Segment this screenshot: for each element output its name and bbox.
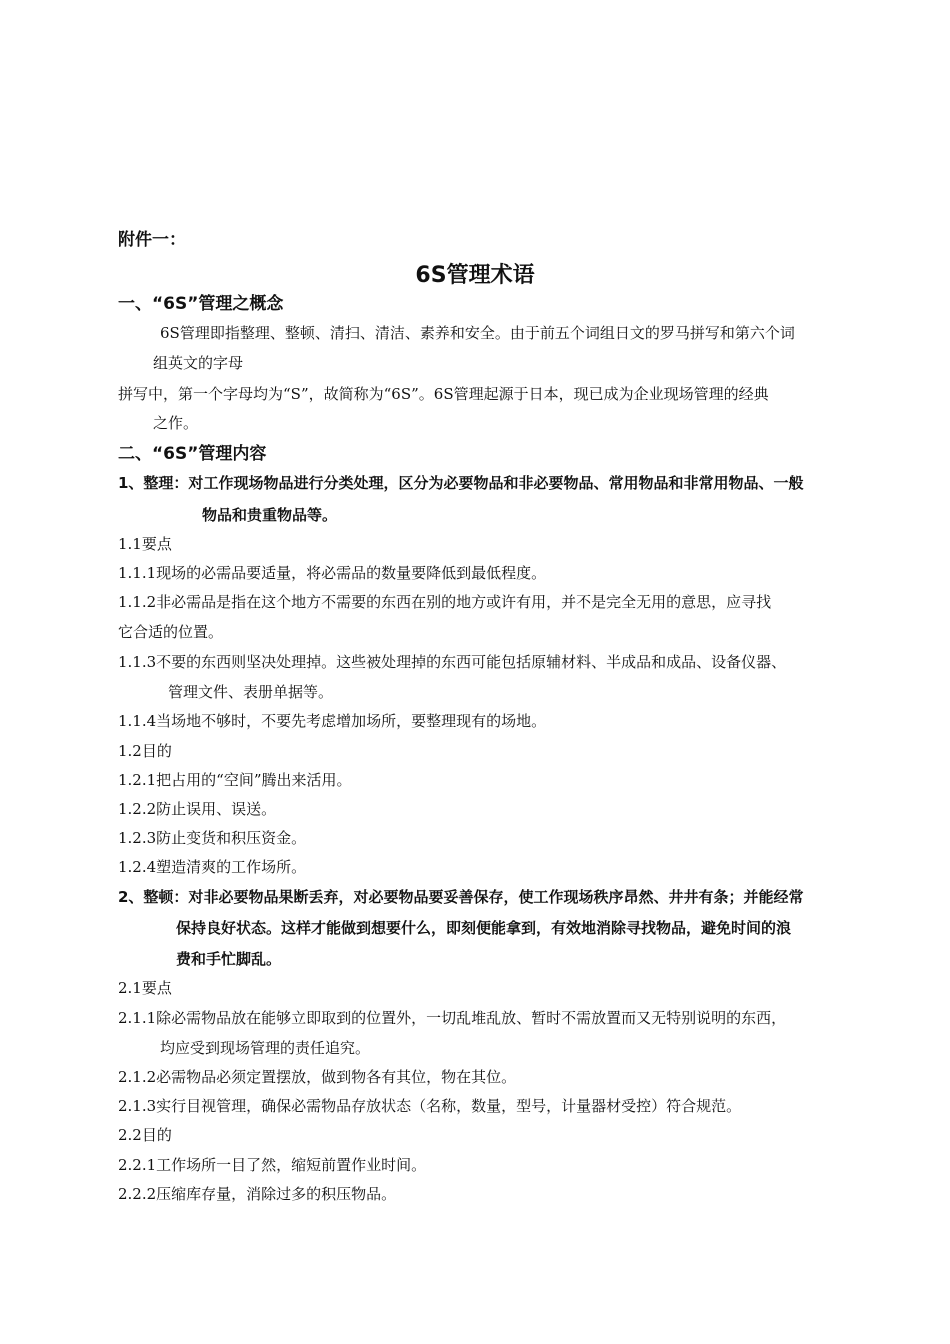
- document-title: 6S管理术语: [415, 263, 535, 288]
- list-item: 1.2.3防止变货和积压资金。: [118, 829, 307, 847]
- paragraph-line: 拼写中，第一个字母均为“S”，故简称为“6S”。6S管理起源于日本，现已成为企业现场管理的经典: [118, 385, 769, 403]
- item-2-heading-cont: 保持良好状态。这样才能做到想要什么，即刻便能拿到，有效地消除寻找物品，避免时间的浪: [176, 919, 792, 937]
- list-item-cont: 它合适的位置。: [118, 623, 224, 641]
- subheading: 2.2目的: [118, 1126, 172, 1144]
- list-item: 2.1.2必需物品必须定置摆放，做到物各有其位，物在其位。: [118, 1068, 517, 1086]
- item-1-heading: 1、整理：对工作现场物品进行分类处理，区分为必要物品和非必要物品、常用物品和非常用物品、一般: [118, 474, 804, 492]
- list-item-cont: 均应受到现场管理的责任追究。: [160, 1039, 371, 1057]
- list-item: 1.1.2非必需品是指在这个地方不需要的东西在别的地方或许有用，并不是完全无用的意思，应寻找: [118, 593, 772, 611]
- list-item: 2.2.1工作场所一目了然，缩短前置作业时间。: [118, 1156, 427, 1174]
- item-2-heading: 2、整顿：对非必要物品果断丢弃，对必要物品要妥善保存，使工作现场秩序昂然、井井有条；并能经常: [118, 888, 804, 906]
- subheading: 2.1要点: [118, 979, 172, 997]
- list-item: 1.1.1现场的必需品要适量，将必需品的数量要降低到最低程度。: [118, 564, 547, 582]
- list-item: 1.2.4塑造清爽的工作场所。: [118, 858, 307, 876]
- list-item: 2.2.2压缩库存量，消除过多的积压物品。: [118, 1185, 397, 1203]
- attachment-label: 附件一：: [118, 230, 186, 250]
- section-2-heading: 二、“6S”管理内容: [118, 444, 267, 464]
- subheading: 1.2目的: [118, 742, 172, 760]
- paragraph-line: 6S管理即指整理、整顿、清扫、清洁、素养和安全。由于前五个词组日文的罗马拼写和第六个词: [160, 324, 795, 342]
- item-1-heading-cont: 物品和贵重物品等。: [202, 506, 338, 524]
- list-item: 2.1.1除必需物品放在能够立即取到的位置外，一切乱堆乱放、暂时不需放置而又无特别说明的东西，: [118, 1009, 787, 1027]
- paragraph-line: 组英文的字母: [153, 354, 244, 372]
- paragraph-line: 之作。: [153, 414, 199, 432]
- section-1-heading: 一、“6S”管理之概念: [118, 294, 284, 314]
- list-item-cont: 管理文件、表册单据等。: [168, 683, 334, 701]
- subheading: 1.1要点: [118, 535, 172, 553]
- list-item: 1.1.4当场地不够时，不要先考虑增加场所，要整理现有的场地。: [118, 712, 547, 730]
- list-item: 2.1.3实行目视管理，确保必需物品存放状态（名称，数量，型号，计量器材受控）符合规范。: [118, 1097, 742, 1115]
- item-2-heading-cont: 费和手忙脚乱。: [176, 950, 282, 968]
- list-item: 1.2.1把占用的“空间”腾出来活用。: [118, 771, 352, 789]
- list-item: 1.2.2防止误用、误送。: [118, 800, 277, 818]
- list-item: 1.1.3不要的东西则坚决处理掉。这些被处理掉的东西可能包括原辅材料、半成品和成品、设备仪器、: [118, 653, 787, 671]
